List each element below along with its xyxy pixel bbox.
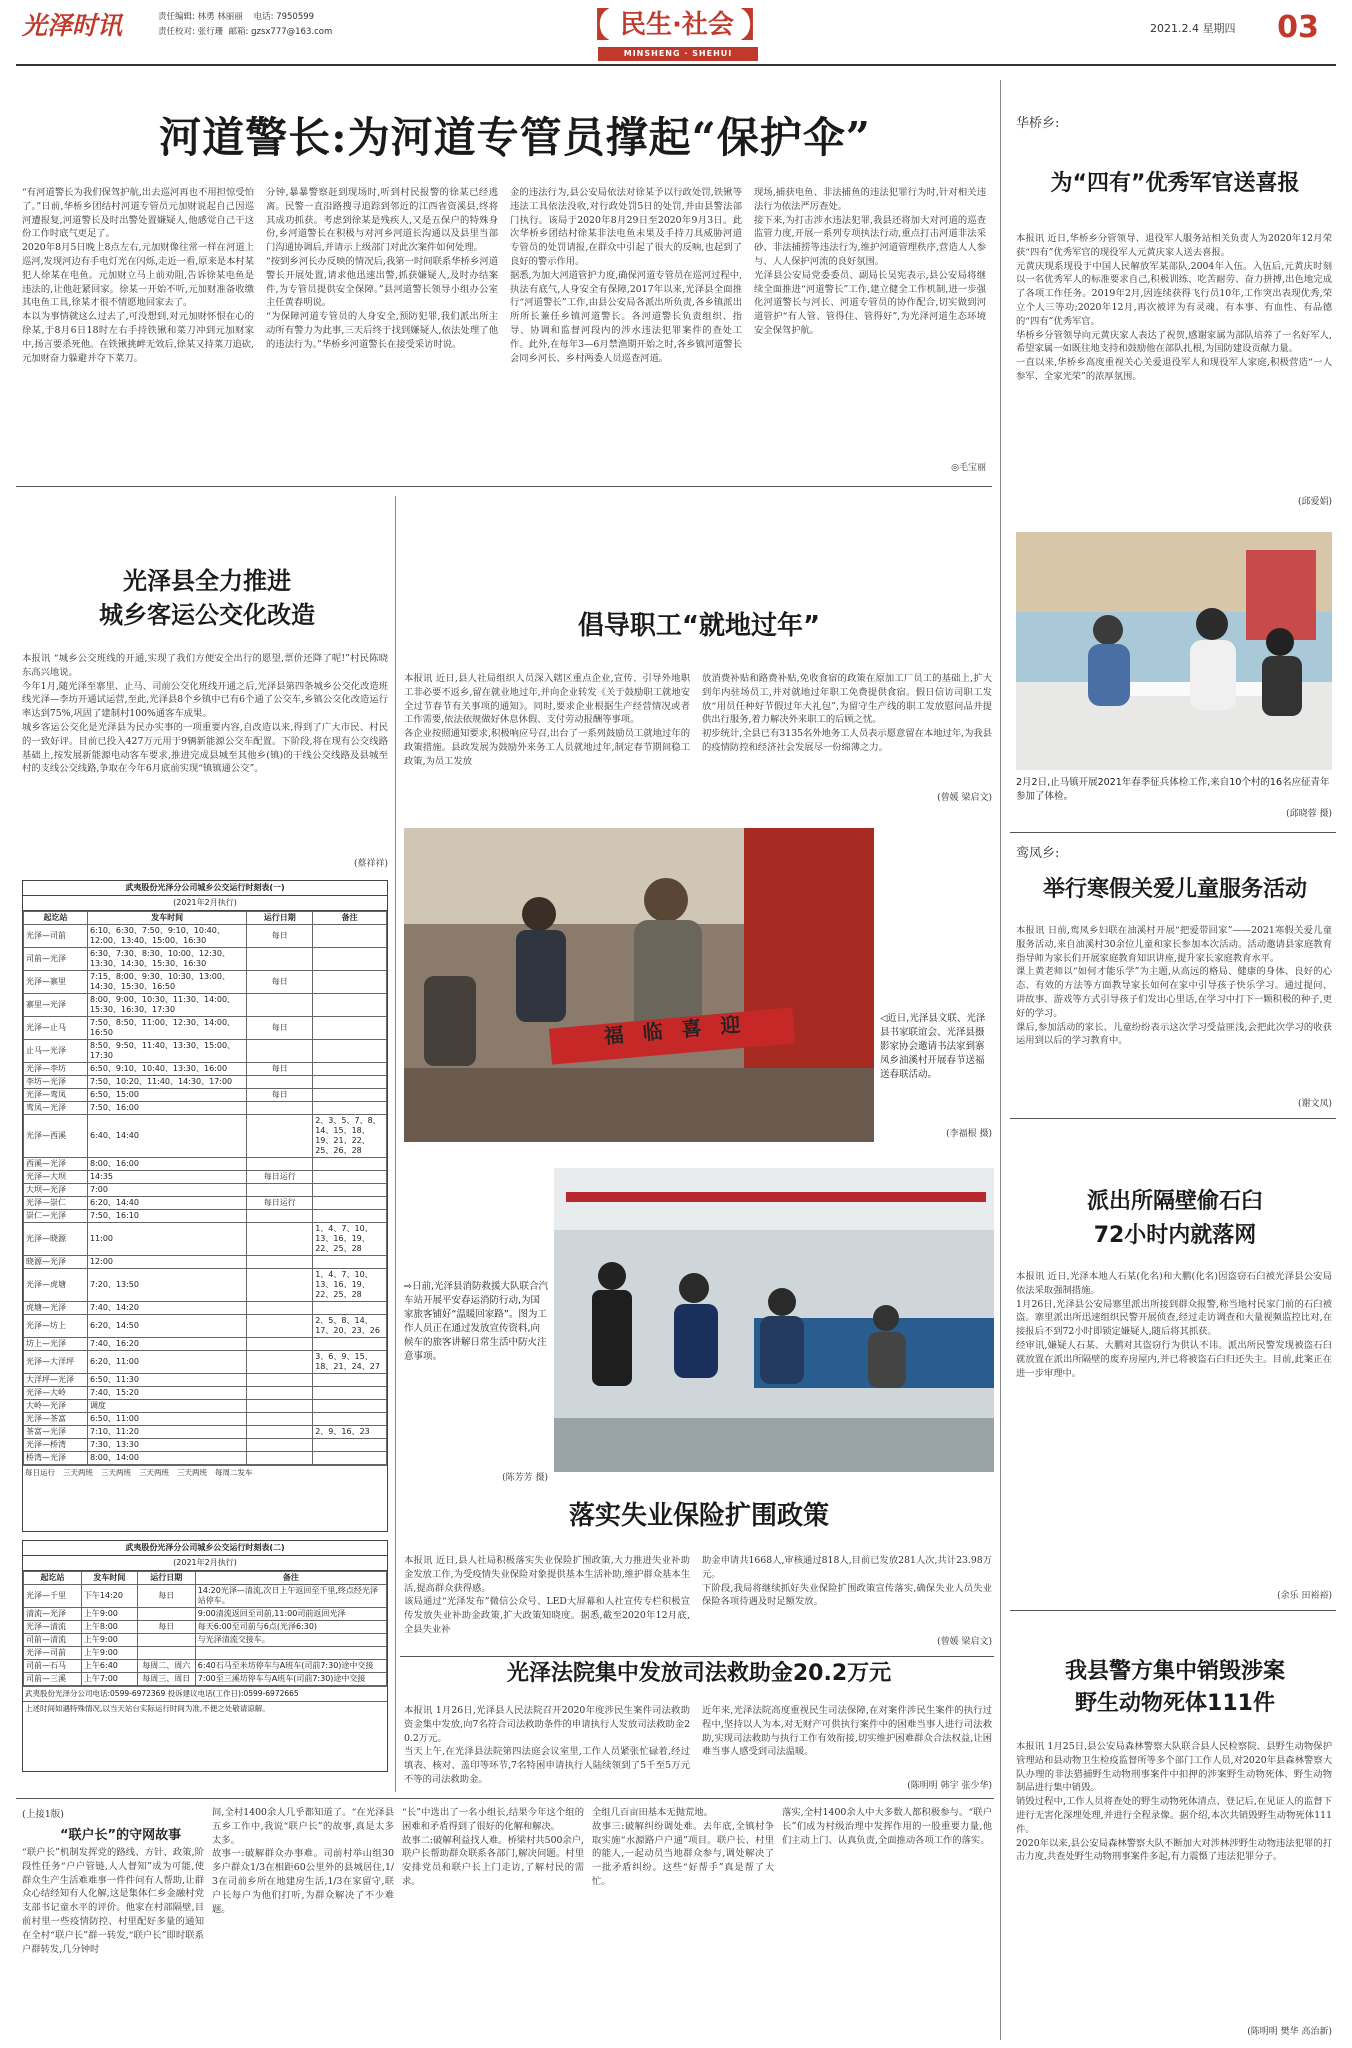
timetable-cell: 上午6:40 xyxy=(81,1660,137,1673)
sidebar-kicker: 华桥乡: xyxy=(1016,116,1060,131)
timetable-remark: 三天两班 xyxy=(139,1468,169,1477)
timetable-header-cell: 起讫站 xyxy=(24,912,88,925)
timetable-remark: 每日运行 xyxy=(25,1468,55,1477)
sidebar-divider xyxy=(1000,80,1001,2040)
medical-check-photo xyxy=(1016,532,1332,770)
timetable-cell xyxy=(247,1102,313,1115)
timetable-table xyxy=(23,911,387,1465)
timetable-cell xyxy=(313,1452,387,1465)
timetable-cell: 6:50、9:10、10:40、13:30、16:00 xyxy=(87,1063,246,1076)
timetable-cell: 坊上—光泽 xyxy=(24,1338,88,1351)
timetable-cell xyxy=(195,1647,386,1660)
timetable-row xyxy=(24,948,387,971)
timetable-cell: 虎塘—光泽 xyxy=(24,1302,88,1315)
timetable-header-row xyxy=(24,1572,387,1585)
timetable-cell: 光泽—大洋坪 xyxy=(24,1351,88,1374)
couplet-text: 福 临 喜 迎 xyxy=(602,1011,748,1049)
timetable-row xyxy=(24,1585,387,1608)
timetable-cell xyxy=(247,1351,313,1374)
timetable-cell: 光泽—西溪 xyxy=(24,1115,88,1158)
court-author: (陈明明 韩宇 张少华) xyxy=(907,1781,992,1791)
date-text: 2021.2.4 xyxy=(1150,22,1199,35)
timetable-cell xyxy=(247,994,313,1017)
timetable-cell: 7:15、8:00、9:30、10:30、13:00、14:30、15:30、16:50 xyxy=(87,971,246,994)
timetable-cell xyxy=(313,1197,387,1210)
timetable-cell xyxy=(313,925,387,948)
fire-safety-caption: ⇨日前,光泽县消防救援大队联合汽车站开展平安春运消防行动,为国家旅客铺好“温暖回家路”。图为工作人员正在通过发放宣传资料,向候车的旅客讲解日常生活中防火注意事项。 xyxy=(404,1281,548,1362)
section-bracket-left: 【 xyxy=(576,6,610,46)
timetable-caption: 武夷股份光泽分公司城乡公交运行时刻表(一) xyxy=(23,881,387,896)
bus-timetable-1 xyxy=(22,880,388,1532)
calligraphy-photo xyxy=(404,828,874,1142)
page-number: 03 xyxy=(1277,10,1319,45)
timetable-cell: 1、4、7、10、13、16、19、22、25、28 xyxy=(313,1269,387,1302)
timetable-cell: 司前—光泽 xyxy=(24,948,88,971)
unemployment-column-2: 助金申请共1668人,审核通过818人,目前已发放281人次,共计23.98万元。 下阶段,我局将继续抓好失业保险扩围政策宣传落实,确保失业人员失业保险各项待遇及时足额发放。 xyxy=(702,1555,992,1608)
timetable-cell: 2、9、16、23 xyxy=(313,1426,387,1439)
fire-safety-image xyxy=(554,1168,994,1472)
timetable-header-cell: 备注 xyxy=(313,912,387,925)
editor-label: 责任编辑 xyxy=(158,12,193,22)
timetable-cell xyxy=(313,1400,387,1413)
sidebar-headline-line2: 野生动物死体111件 xyxy=(1075,1691,1275,1716)
timetable-row xyxy=(24,1621,387,1634)
timetable-cell xyxy=(247,1315,313,1338)
timetable-cell: 每日 xyxy=(247,1017,313,1040)
medical-check-caption: 2月2日,止马镇开展2021年春季征兵体检工作,来自10个村的16名应征青年参加了体检。 xyxy=(1016,777,1330,802)
timetable-cell xyxy=(247,1426,313,1439)
timetable-subcaption: (2021年2月执行) xyxy=(23,1556,387,1571)
timetable-cell: 12:00 xyxy=(87,1256,246,1269)
timetable-cell xyxy=(313,1102,387,1115)
lead-column-4: 现场,捕获电鱼、非法捕鱼的违法犯罪行为时,针对相关违法行为依法严厉查处。 接下来,为打击涉水违法犯罪,我县还将加大对河道的巡查监管力度,开展一系列专项执法行动,重点打击河道非法采砂、非法捕捞等违法行为,维护河道管理秩序,营造人人参与、人人保护河流的良好氛围。 光泽县公安局党委委员、副局长吴宪表示,县公安局将继续全面推进“河道警长”工作,建立健全工作机制,进一步强化河道警长与河长、河道专管员的协作配合,切实做到河道管护“有人管、管得住、管得好”,为光泽河道生态环境安全保驾护航。 xyxy=(754,187,986,336)
timetable-cell: 光泽—清流 xyxy=(24,1621,82,1634)
timetable-cell xyxy=(247,1439,313,1452)
timetable-cell: 上午8:00 xyxy=(81,1621,137,1634)
timetable-cell xyxy=(247,948,313,971)
timetable-row xyxy=(24,1210,387,1223)
section-title: 民生·社会 xyxy=(620,10,734,40)
timetable-row xyxy=(24,1076,387,1089)
timetable-cell xyxy=(313,1017,387,1040)
timetable-cell: 李坊—光泽 xyxy=(24,1076,88,1089)
timetable-row xyxy=(24,1374,387,1387)
timetable-cell: 14:35 xyxy=(87,1171,246,1184)
timetable-header-row xyxy=(24,912,387,925)
sidebar-headline: 举行寒假关爱儿童服务活动 xyxy=(1042,877,1307,902)
calligraphy-caption: ◁近日,光泽县文联、光泽县书家联谊会、光泽县摄影家协会邀请书法家到寨凤乡油溪村开展春节送福送春联活动。 xyxy=(880,1013,986,1080)
proofreader-label: 责任校对 xyxy=(158,27,193,37)
bus-body: 本报讯 “城乡公交班线的开通,实现了我们方便安全出行的愿望,票价还降了呢!”村民陈晓东高兴地说。 今年1月,随光泽至寨里、止马、司前公交化班线开通之后,光泽县第四条城乡公交化改造班线光泽—李坊开通试运营,至此,光泽县8个乡镇中已有6个通了公交车,乡镇公交化改造运行率达到75%,巩固了建制村100%通客车成果。 城乡客运公交化是光泽县为民办实事的一项重要内容,自改造以来,得到了广大市民、村民的一致好评。目前已投入427万元用于9辆新能源公交车配置。下阶段,将在现有公交线路基础上,按发展新能源电动客车要求,推进完成县城至其他乡(镇)的干线公交线路及县城至村的支线公交线路,争取在今年6月底前实现“镇镇通公交”。 xyxy=(22,653,388,775)
timetable-row xyxy=(24,1400,387,1413)
section-pinyin: MINSHENG · SHEHUI xyxy=(598,47,758,61)
fire-safety-photographer: (陈芳芳 摄) xyxy=(502,1473,548,1483)
timetable-cell xyxy=(247,1076,313,1089)
cny-headline: 倡导职工“就地过年” xyxy=(577,611,821,641)
sidebar-body: 本报讯 日前,鸾凤乡妇联在油溪村开展“把爱带回家”——2021寒假关爱儿童服务活动,来自油溪村30余位儿童和家长参加本次活动。活动邀请县家庭教育指导师为家长们开展家庭教育知识讲座,提升家长家庭教育水平。 课上黄老师以“如何才能乐学”为主题,从高远的格局、健康的身体、良好的心态、有效的方法等方面教导家长如何在家中引导孩子快乐学习。通过提问、讲故事、游戏等方式引导孩子们发出心里话,在学习中打下一颗积极的种子,更好的学习。 课后,参加活动的家长、儿童纷纷表示这次学习受益匪浅,会把此次学习的收获运用到以后的学习教育中。 xyxy=(1016,925,1332,1047)
timetable-row xyxy=(24,1063,387,1076)
timetable-cell: 桥湾—光泽 xyxy=(24,1452,88,1465)
sidebar-author: (邱爱娟) xyxy=(1297,497,1332,507)
timetable-cell xyxy=(313,1439,387,1452)
proofreader-value: 张行珊 xyxy=(197,27,224,37)
timetable-cell: 每天6:00至司前与6点(光泽6:30) xyxy=(195,1621,386,1634)
sidebar-body: 本报讯 近日,光泽本地人石某(化名)和大鹏(化名)因盗窃石臼被光泽县公安局依法采取强制措施。 1月26日,光泽县公安局寨里派出所接到群众报警,称当地村民家门前的石臼被盗。寨里派出所迅速组织民警开展侦查,经过走访调查和大量视频监控比对,在接报后不到72小时即锁定嫌疑人,随后将其抓获。 经审讯,嫌疑人石某、大鹏对其盗窃行为供认不讳。派出所民警发现被盗石臼就放置在派出所隔壁的废弃房屋内,并已将被盗石臼归还失主。目前,此案正在进一步审理中。 xyxy=(1016,1271,1332,1379)
lead-column-3: 金的违法行为,县公安局依法对徐某予以行政处罚,铁锹等违法工具依法没收,对行政处罚5日的处罚,并由县警法部门执行。该局于2020年8月29日至2020年9月3日。此次华桥乡团结村徐某非法电鱼未果及手持刀具威胁河道专管员的处罚请报,在群众中引起了很大的反响,也起到了良好的警示作用。 据悉,为加大河道管护力度,确保河道专管员在巡河过程中,执法有底气,人身安全有保障,2017年以来,光泽县全面推行“河道警长”工作,由县公安局各派出所负责,各乡镇派出所所长兼任乡镇河道警长。各河道警长负责组织、指导、协调和监督河段内的涉水违法犯罪案件的查处工作。此外,在每年3—6月禁渔期开始之时,各乡镇河道警长会同乡河长、乡村两委人员巡查河道。 xyxy=(510,187,742,364)
timetable-row xyxy=(24,1171,387,1184)
timetable-cell: 14:20光泽—清流,次日上午返回至千里,终点经光泽站停车。 xyxy=(195,1585,386,1608)
timetable-cell xyxy=(137,1608,195,1621)
timetable-remark: 三天两班 xyxy=(177,1468,207,1477)
sidebar-body: 本报讯 近日,华桥乡分管领导、退役军人服务站相关负责人为2020年12月荣获“四有”优秀军官的现役军人元黄庆家人送去喜报。 元黄庆现系现役于中国人民解放军某部队,2004年入伍。入伍后,元黄庆时刻以一名优秀军人的标准要求自己,积极训练、吃苦耐劳、奋力拼搏,出色地完成了各项工作任务。2019年2月,因连续获得飞行员10年,工作突出表现优秀,荣立个人三等功;2020年12月,再次被评为有灵魂、有本事、有血性、有品德的“四有”优秀军官。 华桥乡分管领导向元黄庆家人表达了祝贺,感谢家属为部队培养了一名好军人,希望家属一如既往地支持和鼓励他在部队扎根,为国防建设贡献力量。 一直以来,华桥乡高度重视关心关爱退役军人和现役军人家庭,积极营造“一人参军、全家光荣”的浓厚氛围。 xyxy=(1016,233,1332,382)
timetable-cell: 大坝—光泽 xyxy=(24,1184,88,1197)
timetable-cell: 8:00、9:00、10:30、11:30、14:00、15:30、16:30、17:30 xyxy=(87,994,246,1017)
timetable-cell: 7:20、13:50 xyxy=(87,1269,246,1302)
timetable-row xyxy=(24,994,387,1017)
timetable-cell xyxy=(247,1338,313,1351)
timetable-cell: 6:20、11:00 xyxy=(87,1351,246,1374)
timetable-cell xyxy=(313,1158,387,1171)
sidebar-author: (谢文凤) xyxy=(1297,1099,1332,1109)
timetable-cell: 7:00至三溪坊停车与A班车(司前7:30)途中交接 xyxy=(195,1673,386,1686)
timetable-row xyxy=(24,1115,387,1158)
timetable-row xyxy=(24,1184,387,1197)
timetable-cell: 司前—三溪 xyxy=(24,1673,82,1686)
jump-label: (上接1版) xyxy=(22,1809,64,1820)
timetable-cell: 11:00 xyxy=(87,1223,246,1256)
timetable-cell xyxy=(313,1210,387,1223)
timetable-cell xyxy=(313,1413,387,1426)
sidebar-kicker: 鸾凤乡: xyxy=(1016,846,1060,861)
timetable-cell: 大岭—光泽 xyxy=(24,1400,88,1413)
timetable-row xyxy=(24,1439,387,1452)
timetable-cell: 大洋坪—光泽 xyxy=(24,1374,88,1387)
timetable-row xyxy=(24,1608,387,1621)
timetable-row xyxy=(24,1269,387,1302)
timetable-cell: 6:40、14:40 xyxy=(87,1115,246,1158)
timetable-cell: 清流—光泽 xyxy=(24,1608,82,1621)
timetable-cell: 上午9:00 xyxy=(81,1647,137,1660)
timetable-cell: 每日运行 xyxy=(247,1171,313,1184)
timetable-cell: 鸾凤—光泽 xyxy=(24,1102,88,1115)
cny-column-2: 放消费补贴和路费补贴,免收食宿的政策在原加工厂员工的基础上,扩大到年内驻场员工,并对就地过年职工免费提供食宿。假日信访司职工发放“用员任种好节假过年大礼包”,为留守生产线的职工发放慰问品并提供出行服务,着力解决外来职工的后顾之忧。 初步统计,全县已有3135名外地务工人员表示愿意留在本地过年,为我县的疫情防控和经济社会发展尽一份绵薄之力。 xyxy=(702,673,992,753)
sidebar-author: (余乐 田裕裕) xyxy=(1277,1591,1332,1601)
timetable-cell xyxy=(247,1452,313,1465)
unemployment-rule xyxy=(400,1656,994,1657)
timetable-cell: 光泽—虎塘 xyxy=(24,1269,88,1302)
timetable-cell: 上午7:00 xyxy=(81,1673,137,1686)
timetable-header-cell: 发车时间 xyxy=(81,1572,137,1585)
bus-timetable-2 xyxy=(22,1540,388,1772)
lead-bottom-rule xyxy=(16,486,992,487)
timetable-cell: 光泽—晓源 xyxy=(24,1223,88,1256)
medical-check-image xyxy=(1016,532,1332,770)
timetable-cell xyxy=(313,1171,387,1184)
lead-headline: 河道警长:为河道专管员撑起“保护伞” xyxy=(159,113,871,162)
timetable-cell: 6:40石马至米坊停车与A班车(司前7:30)途中交接 xyxy=(195,1660,386,1673)
timetable-cell xyxy=(137,1634,195,1647)
timetable-cell: 7:40、14:20 xyxy=(87,1302,246,1315)
timetable-cell: 6:10、6:30、7:50、9:10、10:40、12:00、13:40、15:00、16:30 xyxy=(87,925,246,948)
timetable-cell: 光泽—茶富 xyxy=(24,1413,88,1426)
sidebar-headline: 为“四有”优秀军官送喜报 xyxy=(1050,171,1300,196)
timetable-header-cell: 运行日期 xyxy=(137,1572,195,1585)
phone-label: 电话 xyxy=(253,12,271,22)
timetable-row xyxy=(24,1351,387,1374)
timetable-cell: 1、4、7、10、13、16、19、22、25、28 xyxy=(313,1223,387,1256)
story-column-5: 落实,全村1400余人中大多数人都积极参与。“联户长”们成为村级治理中发挥作用的一股重要力量,他们主动上门、认真负责,全面推动各项工作的落实。 xyxy=(782,1807,992,1846)
timetable-row xyxy=(24,1634,387,1647)
timetable-cell: 每日 xyxy=(247,1063,313,1076)
email-label: 邮箱 xyxy=(228,27,246,37)
timetable-cell: 光泽—坊上 xyxy=(24,1315,88,1338)
timetable-cell: 崇仁—光泽 xyxy=(24,1210,88,1223)
timetable-cell: 每日 xyxy=(247,925,313,948)
timetable-cell xyxy=(313,1256,387,1269)
timetable-footer-2: 上述时间如遇特殊情况,以当天站台实际运行时间为准,不便之处敬请谅解。 xyxy=(23,1701,387,1716)
sidebar-author: (陈明明 樊华 高治新) xyxy=(1247,2027,1332,2037)
timetable-cell xyxy=(247,1210,313,1223)
timetable-header-cell: 起讫站 xyxy=(24,1572,82,1585)
phone-value: 7950599 xyxy=(276,12,315,22)
timetable-cell xyxy=(313,948,387,971)
timetable-row xyxy=(24,925,387,948)
timetable-cell: 下午14:20 xyxy=(81,1585,137,1608)
timetable-header-cell: 运行日期 xyxy=(247,912,313,925)
timetable-cell: 6:50、15:00 xyxy=(87,1089,246,1102)
timetable-cell: 7:00 xyxy=(87,1184,246,1197)
timetable-cell: 7:30、13:30 xyxy=(87,1439,246,1452)
lead-column-1: “有河道警长为我们保驾护航,出去巡河再也不用担惊受怕了。”日前,华桥乡团结村河道专管员元加财说起自己因巡河遭报复,河道警长及时出警处置嫌疑人,他感觉自己干这份工作时底气更足了。 2020年8月5日晚上8点左右,元加财像往常一样在河道上巡河,发现河边有手电灯光在闪烁,走近一看,原来是本村某犯人徐某在电鱼。元加财立马上前劝阻,告诉徐某电鱼是违法的,让他赶紧回家。徐某一开始不听,元加财准备收缴其电鱼工具,徐某才很不情愿地回家去了。 本以为事情就这么过去了,可没想到,对元加财怀恨在心的徐某,于8月6日18时左右手持铁锹和菜刀冲到元加财家中,扬言要杀死他。在铁锹挑衅无效后,徐某又持菜刀追砍,元加财奋力躲避并夺下菜刀。 xyxy=(22,187,254,364)
timetable-cell xyxy=(247,1040,313,1063)
timetable-row xyxy=(24,1017,387,1040)
timetable-cell: 7:40、15:20 xyxy=(87,1387,246,1400)
bus-author: (蔡祥祥) xyxy=(353,859,388,869)
sidebar-rule-1 xyxy=(1010,832,1336,833)
editor-value: 林勇 林丽丽 xyxy=(197,12,243,22)
timetable-cell: 上午9:00 xyxy=(81,1634,137,1647)
timetable-cell: 司前—清流 xyxy=(24,1634,82,1647)
weekday-text: 星期四 xyxy=(1202,22,1236,35)
timetable-cell: 6:30、7:30、8:30、10:00、12:30、13:30、14:30、15:30、16:30 xyxy=(87,948,246,971)
section-bracket-right: 】 xyxy=(740,6,774,46)
sidebar-headline-line1: 派出所隔壁偷石臼 xyxy=(1086,1189,1263,1214)
story-subhead: “联户长”的守网故事 xyxy=(60,1828,182,1843)
timetable-row xyxy=(24,1660,387,1673)
sidebar-body: 本报讯 1月25日,县公安局森林警察大队联合县人民检察院、县野生动物保护管理站和县动物卫生检疫监督所等多个部门工作人员,对2020年县森林警察大队办理的非法猎捕野生动物刑事案件中扣押的涉案野生动物死体、野生动物制品进行集中销毁。 销毁过程中,工作人员将查处的野生动物死体清点、登记后,在见证人的监督下进行无害化深埋处理,并进行全程录像。据介绍,本次共销毁野生动物死体111件。 2020年以来,县公安局森林警察大队不断加大对涉林涉野生动物违法犯罪的打击力度,共查处野生动物刑事案件多起,有力震慑了违法犯罪分子。 xyxy=(1016,1741,1332,1863)
timetable-cell: 光泽—寨里 xyxy=(24,971,88,994)
medical-check-photographer: (邱晓蓉 摄) xyxy=(1286,809,1332,819)
timetable-cell xyxy=(247,1184,313,1197)
court-headline: 光泽法院集中发放司法救助金20.2万元 xyxy=(506,1661,892,1686)
timetable-cell xyxy=(247,1400,313,1413)
fire-safety-photo xyxy=(554,1168,994,1472)
timetable-table xyxy=(23,1571,387,1686)
timetable-row xyxy=(24,971,387,994)
timetable-cell: 光泽—桥湾 xyxy=(24,1439,88,1452)
timetable-cell: 晓源—光泽 xyxy=(24,1256,88,1269)
timetable-remark: 三天两班 xyxy=(63,1468,93,1477)
timetable-row xyxy=(24,1315,387,1338)
timetable-cell: 2、5、8、14、17、20、23、26 xyxy=(313,1315,387,1338)
email-value: gzsx777@163.com xyxy=(251,27,333,37)
timetable-row xyxy=(24,1302,387,1315)
timetable-cell: 上午9:00 xyxy=(81,1608,137,1621)
timetable-row xyxy=(24,1197,387,1210)
story-column-2: 间,全村1400余人几乎都知道了。“在光泽县五乡工作中,我说“联户长”的故事,真是太多太多。 故事一:破解群众办事难。司前村举山组30多户群众1/3在相距60公里外的县城居住,1/3在司前乡所在地建房生活,1/3在家留守,联户长每户为他们打听,为群众解决了不少难题。 xyxy=(212,1807,394,1915)
timetable-cell: 6:50、11:00 xyxy=(87,1413,246,1426)
timetable-cell: 光泽—大坝 xyxy=(24,1171,88,1184)
timetable-footer-1: 武夷股份光泽分公司电话:0599-6972369 投诉建议电话(工作日):0599-6972665 xyxy=(23,1686,387,1701)
timetable-cell: 7:10、11:20 xyxy=(87,1426,246,1439)
timetable-cell: 寨里—光泽 xyxy=(24,994,88,1017)
issue-date xyxy=(1150,20,1235,36)
timetable-row xyxy=(24,1647,387,1660)
timetable-cell: 止马—光泽 xyxy=(24,1040,88,1063)
timetable-cell: 光泽—司前 xyxy=(24,925,88,948)
timetable-cell xyxy=(313,1387,387,1400)
newspaper-logo: 光泽时讯 xyxy=(22,11,123,40)
timetable-cell: 2、3、5、7、8、14、15、18、19、21、22、25、26、28 xyxy=(313,1115,387,1158)
timetable-cell: 6:50、11:30 xyxy=(87,1374,246,1387)
timetable-cell: 光泽—崇仁 xyxy=(24,1197,88,1210)
timetable-cell xyxy=(247,1413,313,1426)
timetable-row xyxy=(24,1426,387,1439)
timetable-cell: 每日运行 xyxy=(247,1197,313,1210)
timetable-remarks xyxy=(23,1465,387,1480)
masthead-rule xyxy=(16,64,1336,66)
timetable-subcaption: (2021年2月执行) xyxy=(23,896,387,911)
timetable-cell xyxy=(313,994,387,1017)
timetable-cell: 每日 xyxy=(137,1621,195,1634)
timetable-cell xyxy=(247,1256,313,1269)
timetable-cell: 光泽—鸾凤 xyxy=(24,1089,88,1102)
timetable-cell: 6:20、14:50 xyxy=(87,1315,246,1338)
timetable-cell: 光泽—千里 xyxy=(24,1585,82,1608)
timetable-cell xyxy=(247,1374,313,1387)
timetable-cell: 7:50、10:20、11:40、14:30、17:00 xyxy=(87,1076,246,1089)
timetable-cell: 9:00清流返回至司前,11:00司前返回光泽 xyxy=(195,1608,386,1621)
timetable-header-cell: 发车时间 xyxy=(87,912,246,925)
lead-column-2: 分钟,暴暴警察赶到现场时,听到村民报警的徐某已经逃离。民警一直沿路搜寻追踪到邻近的江西省资溪县,终将其成功抓获。考虑到徐某是残疾人,又是五保户的特殊身份,乡河道警长在积极与对河乡河道长沟通以及县里当部门沟通协调后,并请示上级部门对此次案件如何处理。 “按到乡河长办反映的情况后,我第一时间联系华桥乡河道警长开展处置,请求他迅速出警,抓获嫌疑人,及时办结案件,为专管员提供安全保障。”县河道警长领导小组办公室主任黄春明说。 “为保障河道专管员的人身安全,预防犯罪,我们派出所主动所有警力为此事,三天后终于找到嫌疑人,依法处理了他的违法行为。”华桥乡河道警长在接受采访时说。 xyxy=(266,187,498,350)
story-top-rule xyxy=(16,1798,994,1799)
timetable-cell xyxy=(313,1076,387,1089)
timetable-cell: 西溪—光泽 xyxy=(24,1158,88,1171)
timetable-cell: 8:00、16:00 xyxy=(87,1158,246,1171)
sidebar-headline-line1: 我县警方集中销毁涉案 xyxy=(1064,1659,1285,1684)
timetable-cell: 每日 xyxy=(247,1089,313,1102)
timetable-cell: 司前—石马 xyxy=(24,1660,82,1673)
timetable-caption: 武夷股份光泽分公司城乡公交运行时刻表(二) xyxy=(23,1541,387,1556)
timetable-cell: 光泽—李坊 xyxy=(24,1063,88,1076)
timetable-cell xyxy=(247,1115,313,1158)
sidebar-headline-line2: 72小时内就落网 xyxy=(1093,1223,1257,1248)
editor-info: 责任编辑: 林勇 林丽丽 电话: 7950599 责任校对: 张行珊 邮箱: gzsx777@163.com xyxy=(158,12,333,37)
timetable-cell xyxy=(313,1302,387,1315)
timetable-cell xyxy=(247,1223,313,1256)
timetable-row xyxy=(24,1673,387,1686)
timetable-cell xyxy=(313,971,387,994)
timetable-cell xyxy=(247,1387,313,1400)
timetable-cell xyxy=(313,1063,387,1076)
unemployment-column-1: 本报讯 近日,县人社局积极落实失业保险扩围政策,大力推进失业补助金发放工作,为受疫情失业保险对象提供基本生活补助,维护群众基本生活,提高群众获得感。 该局通过“光泽发布”微信公众号、LED大屏幕和人社宣传专栏积极宣传发放失业补助金政策,扩大政策知晓度。据悉,截至2020年12月底,全县失业补 xyxy=(404,1555,690,1635)
timetable-cell: 每周三、周日 xyxy=(137,1673,195,1686)
timetable-row xyxy=(24,1452,387,1465)
timetable-cell xyxy=(137,1647,195,1660)
timetable-cell: 7:50、16:00 xyxy=(87,1102,246,1115)
timetable-cell xyxy=(247,1302,313,1315)
story-column-1: “联户长”机制发挥党的路线、方针、政策,阶段性任务“户户管链,人人督知”成为可能,使群众生产生活难难事一件件问有人帮助,让群众心结经知有人化解,这是集体仁乡金融村党支部书记童水平的评价。他家在村部隔壁,目前村里一些疫情防控、村里配好多量的通知在全村“联户长”群一转发,“联户长”即时联系户群转发,几分钟时 xyxy=(22,1847,204,1955)
timetable-remark: 每周二发车 xyxy=(215,1468,253,1477)
timetable-cell xyxy=(313,1040,387,1063)
timetable-cell: 每周二、周六 xyxy=(137,1660,195,1673)
timetable-row xyxy=(24,1158,387,1171)
bus-right-rule xyxy=(395,496,396,1792)
sidebar-rule-2 xyxy=(1010,1118,1336,1119)
timetable-cell: 7:50、8:50、11:00、12:30、14:00、16:50 xyxy=(87,1017,246,1040)
court-column-2: 近年来,光泽法院高度重视民生司法保障,在对案件涉民生案件的执行过程中,坚持以人为本,对无财产可供执行案件中的困难当事人进行司法救助,实现司法救助与执行工作有效衔接,切实维护困难群众合法权益,让困难当事人感受到司法温暖。 xyxy=(702,1705,992,1758)
timetable-cell: 6:20、14:40 xyxy=(87,1197,246,1210)
court-column-1: 本报讯 1月26日,光泽县人民法院召开2020年度涉民生案件司法救助资金集中发放,向7名符合司法救助条件的申请执行人发放司法救助金20.2万元。 当天上午,在光泽县法院第四法庭会议室里,工作人员紧张忙碌着,经过填表、核对、盖印等环节,7名特困申请执行人陆续领到了5千至5万元不等的司法救助金。 xyxy=(404,1705,690,1785)
lead-author: ◎毛宝丽 xyxy=(951,463,986,473)
story-column-3: “长”中选出了一名小组长,结果今年这个组的困难和矛盾得到了很好的化解和解决。 故事二:破解利益找人难。桥梁村共500余户,联户长帮助群众联系各部门,解决问题。村里安排党员和联户长上门走访,了解村民的需求。 xyxy=(402,1807,584,1887)
timetable-cell xyxy=(247,1269,313,1302)
cny-author: (曾媛 梁启文) xyxy=(937,793,992,803)
timetable-cell: 7:40、16:20 xyxy=(87,1338,246,1351)
timetable-cell: 光泽—止马 xyxy=(24,1017,88,1040)
timetable-header-cell: 备注 xyxy=(195,1572,386,1585)
timetable-row xyxy=(24,1413,387,1426)
unemployment-author: (曾媛 梁启文) xyxy=(937,1637,992,1647)
timetable-row xyxy=(24,1387,387,1400)
story-column-4: 全组几百亩田基本无抛荒地。 故事三:破解纠纷调处难。去年底,全镇村争取实施“水源路户户通”项目。联户长、村里的能人,一起动员当地群众参与,调处解决了一批矛盾纠纷。这些“好帮手”真是帮了大忙。 xyxy=(592,1807,774,1887)
timetable-row xyxy=(24,1338,387,1351)
timetable-cell xyxy=(247,1158,313,1171)
calligraphy-image xyxy=(404,828,874,1142)
timetable-cell: 光泽—大岭 xyxy=(24,1387,88,1400)
cny-column-1: 本报讯 近日,县人社局组织人员深入辖区重点企业,宣传、引导外地职工非必要不返乡,留在就业地过年,并向企业转发《关于鼓励职工就地安全过节春节有关事项的通知》。同时,要求企业根据生产经营情况或者工作需要,依法依规做好休息休假、支付劳动报酬等事项。 各企业按照通知要求,积极响应号召,出台了一系列鼓励员工就地过年的政策措施。县政发展为鼓励外来务工人员就地过年,制定春节期间稳工政策,为员工发放 xyxy=(404,673,690,767)
timetable-cell: 调度 xyxy=(87,1400,246,1413)
timetable-cell: 7:50、16:10 xyxy=(87,1210,246,1223)
timetable-cell: 8:50、9:50、11:40、13:30、15:00、17:30 xyxy=(87,1040,246,1063)
timetable-row xyxy=(24,1089,387,1102)
sidebar-rule-3 xyxy=(1010,1610,1336,1611)
timetable-cell xyxy=(313,1374,387,1387)
timetable-cell xyxy=(313,1089,387,1102)
timetable-row xyxy=(24,1223,387,1256)
timetable-cell: 光泽—司前 xyxy=(24,1647,82,1660)
bus-headline-line1: 光泽县全力推进 xyxy=(123,567,291,595)
calligraphy-photographer: (李福根 摄) xyxy=(946,1129,992,1139)
unemployment-headline: 落实失业保险扩围政策 xyxy=(568,1501,829,1531)
timetable-cell xyxy=(313,1338,387,1351)
bus-headline-line2: 城乡客运公交化改造 xyxy=(99,601,315,629)
timetable-row xyxy=(24,1040,387,1063)
timetable-row xyxy=(24,1102,387,1115)
timetable-cell: 茶富—光泽 xyxy=(24,1426,88,1439)
timetable-cell: 8:00、14:00 xyxy=(87,1452,246,1465)
timetable-cell xyxy=(313,1184,387,1197)
timetable-cell: 3、6、9、15、18、21、24、27 xyxy=(313,1351,387,1374)
timetable-row xyxy=(24,1256,387,1269)
timetable-remark: 三天两班 xyxy=(101,1468,131,1477)
timetable-cell: 与光泽清流交接车。 xyxy=(195,1634,386,1647)
timetable-cell: 每日 xyxy=(137,1585,195,1608)
timetable-cell: 每日 xyxy=(247,971,313,994)
